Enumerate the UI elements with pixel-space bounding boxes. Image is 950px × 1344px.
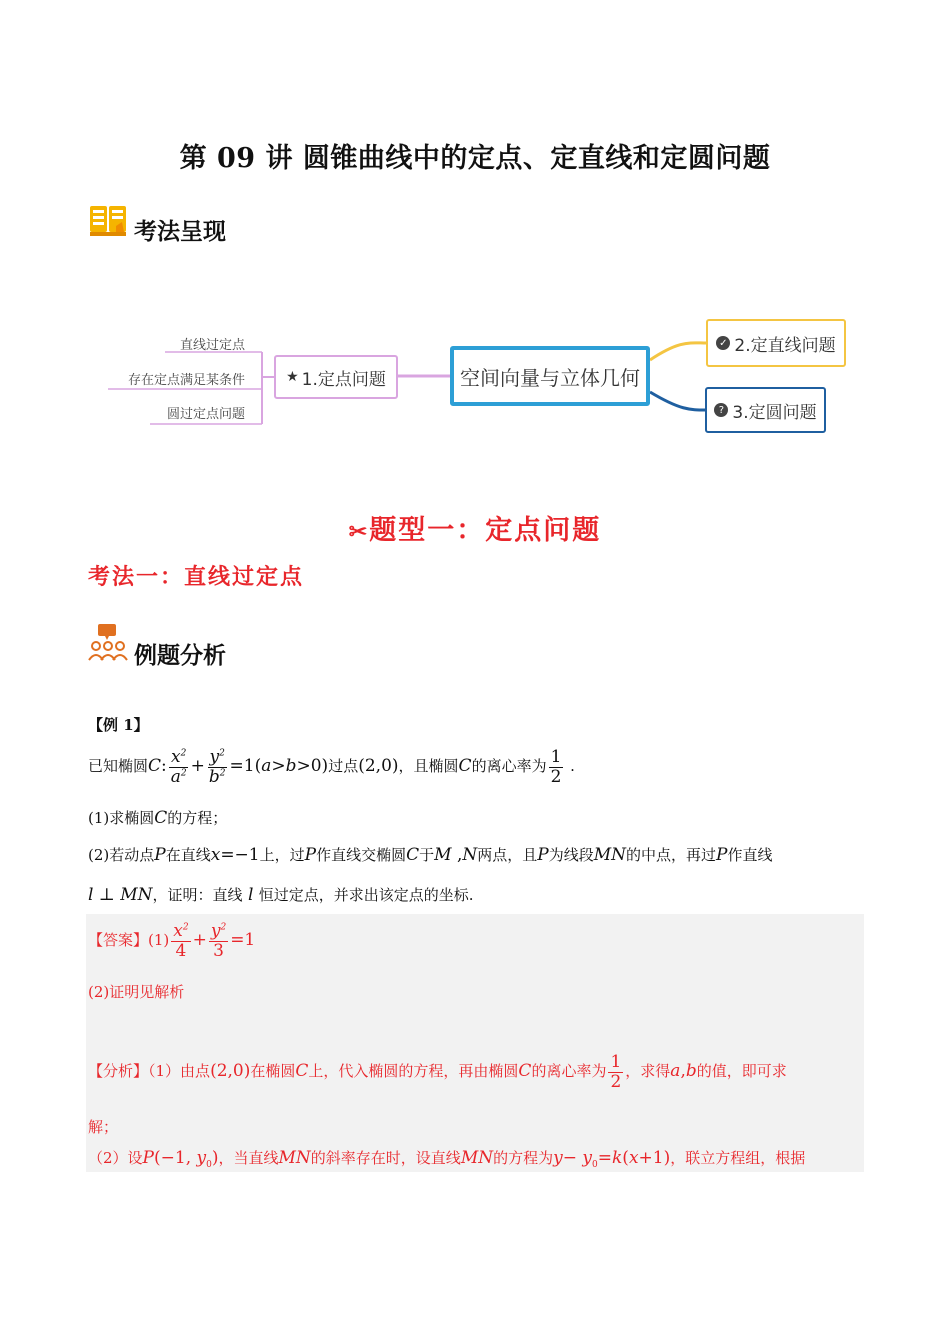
answer-line-1: 【答案】(1) $\frac{x^2}{4}$ + $\frac{y^2}{3}$ =1: [88, 921, 256, 961]
type-heading: ✂题型一：定点问题: [348, 515, 602, 546]
mindmap-leaf-2: 存在定点满足某条件: [127, 373, 245, 388]
question-2: (2)若动点P在直线x=−1上，过P作直线交椭圆C于M ,N两点，且P为线段MN的中点，再过P作直线: [88, 845, 773, 865]
mindmap-node-fixed-circle: ? 3.定圆问题: [705, 387, 826, 433]
answer-line-2: (2)证明见解析: [88, 983, 185, 1001]
mindmap-center-node: 空间向量与立体几何: [450, 346, 650, 406]
examples-label: 例题分析: [134, 642, 226, 669]
mindmap-node-fixed-point: ★ 1.定点问题: [274, 355, 398, 399]
exam-methods-label: 考法呈现: [134, 218, 226, 245]
method-heading: 考法一：直线过定点: [88, 564, 305, 590]
check-circle-icon: ✓: [716, 336, 730, 350]
page-title: 第 09 讲 圆锥曲线中的定点、定直线和定圆问题: [179, 143, 771, 174]
analysis-line-1: 【分析】（1）由点(2,0)在椭圆C上，代入椭圆的方程，再由椭圆C的离心率为 $\frac{1}{2}$ ，求得a,b的值，即可求: [88, 1052, 787, 1092]
example-label: 【例 1】: [88, 716, 149, 734]
mindmap-leaf-3: 圆过定点问题: [166, 407, 245, 422]
question-circle-icon: ?: [714, 403, 728, 417]
examples-heading: [88, 622, 226, 670]
analysis-line-3: （2）设P(−1, $y_0$)，当直线MN的斜率存在时，设直线MN的方程为$y- y_0=k(x+1)$，联立方程组，根据: [88, 1148, 806, 1170]
analysis-line-2: 解；: [88, 1118, 119, 1136]
mindmap-node-fixed-line: ✓ 2.定直线问题: [706, 319, 846, 367]
question-2-continued: l ⊥ MN，证明：直线 l 恒过定点，并求出该定点的坐标.: [88, 885, 474, 905]
mindmap-leaf-1: 直线过定点: [179, 338, 245, 353]
question-1: (1)求椭圆C的方程；: [88, 808, 228, 828]
example-intro: 已知椭圆C: $\frac{x^2}{a^2}$ + $\frac{y^2}{b^2}$ =1(a>b>0)过点(2,0)，且椭圆C的离心率为 $\frac{1}{2}$ .: [88, 747, 575, 787]
presenter-group-icon: [88, 622, 128, 670]
star-icon: ★: [286, 369, 299, 385]
scissors-icon: ✂: [348, 519, 370, 545]
